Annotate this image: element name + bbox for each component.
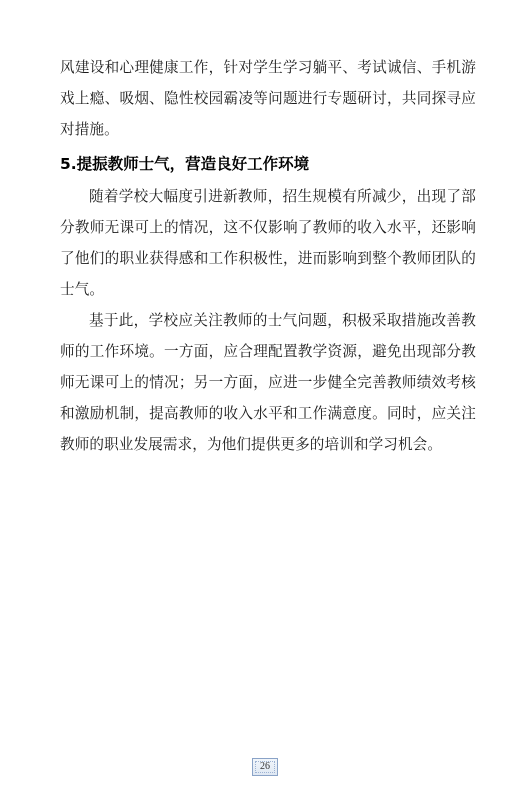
page-number-badge <box>252 758 278 776</box>
body-paragraph-2: 基于此，学校应关注教师的士气问题，积极采取措施改善教师的工作环境。一方面，应合理配置教学资源，避免出现部分教师无课可上的情况；另一方面，应进一步健全完善教师绩效考核和激励机制，提高教师的收入水平和工作满意度。同时，应关注教师的职业发展需求，为他们提供更多的培训和学习机会。 <box>60 312 476 453</box>
page-number: 26 <box>260 761 270 772</box>
section-heading: 5.提振教师士气，营造良好工作环境 <box>60 155 310 173</box>
body-paragraph-1: 随着学校大幅度引进新教师，招生规模有所减少，出现了部分教师无课可上的情况，这不仅影响了教师的收入水平，还影响了他们的职业获得感和工作积极性，进而影响到整个教师团队的士气。 <box>60 188 476 298</box>
continued-paragraph: 风建设和心理健康工作，针对学生学习躺平、考试诚信、手机游戏上瘾、吸烟、隐性校园霸凌等问题进行专题研讨，共同探寻应对措施。 <box>60 59 476 138</box>
page-content <box>60 52 476 460</box>
